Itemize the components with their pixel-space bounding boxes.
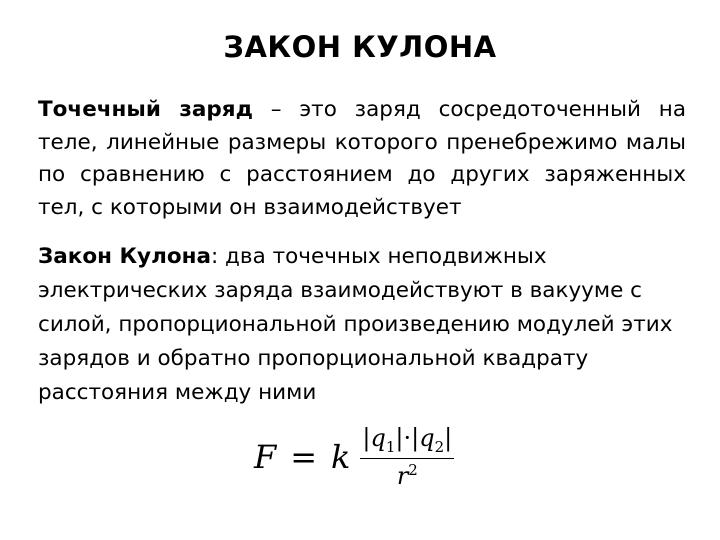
formula-fraction [360, 424, 454, 490]
formula-q1: q [370, 424, 386, 452]
formula-force: F [254, 437, 277, 476]
formula-q1-subscript: 1 [385, 437, 396, 456]
formula-abs-close: | [444, 424, 453, 452]
formula-q2-subscript: 2 [434, 437, 445, 456]
formula-numerator [360, 424, 454, 459]
definition-text: – это заряд сосредоточенный на теле, линейные размеры которого пренебрежимо малы по сравнению с расстоянием до других заряженных тел, с которыми он взаимодействует [38, 97, 686, 220]
formula-abs-open: | [362, 424, 371, 452]
law-text: : два точечных неподвижных электрических заряда взаимодействуют в вакууме с силой, пропорциональной произведению модулей этих зарядов и обратно пропорциональной квадрату расстояния между ними [38, 244, 673, 405]
law-term: Закон Кулона [38, 244, 211, 269]
formula-r-exponent: 2 [408, 460, 418, 479]
formula-product: |·| [395, 424, 420, 452]
definition-paragraph [38, 94, 686, 224]
formula-equals: = [290, 437, 318, 476]
formula-q2: q [419, 424, 435, 452]
coulomb-formula [254, 424, 454, 490]
definition-term: Точечный заряд [38, 97, 253, 122]
formula-coefficient: k [331, 437, 351, 476]
law-paragraph [38, 240, 686, 410]
slide-title: ЗАКОН КУЛОНА [223, 30, 497, 64]
formula-r: r [396, 461, 409, 490]
formula-denominator [397, 459, 418, 490]
